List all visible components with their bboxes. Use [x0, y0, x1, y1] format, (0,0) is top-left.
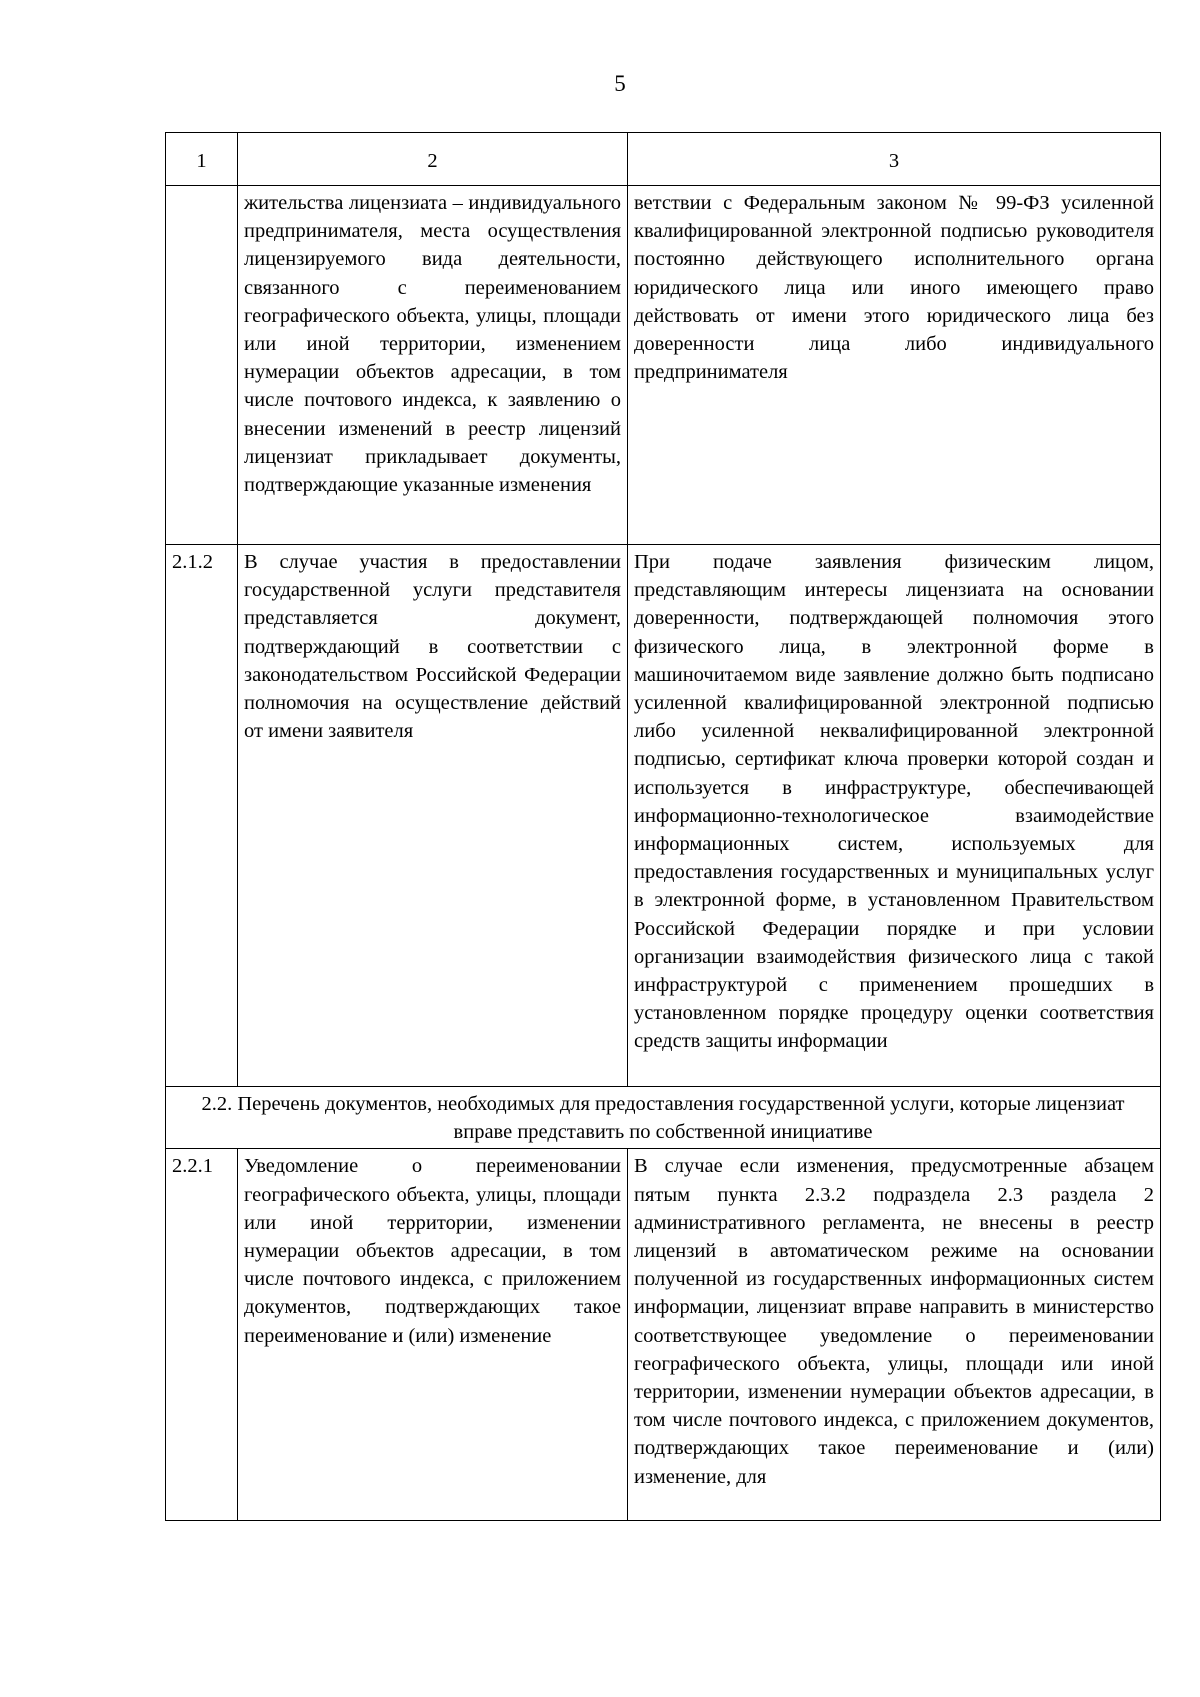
document-description: жительства лицензиата – индивидуального предпринимателя, места осуществления лицензируемого вида деятельности, связанного с переименованием географического объекта, улицы, площади или иной территории, изменением нумерации объектов адресации, в том числе почтового индекса, к заявлению о внесении изменений в реестр лицензий лицензиат прикладывает документы, подтверждающие указанные изменения [238, 186, 628, 545]
document-requirements: В случае если изменения, предусмотренные абзацем пятым пункта 2.3.2 подраздела 2.3 раздела 2 административного регламента, не внесены в реестр лицензий в автоматическом режиме на основании полученной из государственных информационных систем информации, лицензиат вправе направить в министерство соответствующее уведомление о переименовании географического объекта, улицы, площади или иной территории, изменении нумерации объектов адресации, в том числе почтового индекса, с приложением документов, подтверждающих такое переименование и (или) изменение, для [628, 1149, 1161, 1521]
row-number: 2.2.1 [166, 1149, 238, 1521]
column-header-1: 1 [166, 133, 238, 186]
page-number: 5 [614, 71, 626, 96]
table-row [166, 1149, 1161, 1521]
row-number: 2.1.2 [166, 545, 238, 1087]
column-header-2: 2 [238, 133, 628, 186]
document-description: Уведомление о переименовании географического объекта, улицы, площади или иной территории, изменении нумерации объектов адресации, в том числе почтового индекса, с приложением документов, подтверждающих такое переименование и (или) изменение [238, 1149, 628, 1521]
section-heading: 2.2. Перечень документов, необходимых для предоставления государственной услуги, которые лицензиат вправе представить по собственной инициативе [166, 1087, 1161, 1149]
table-row [166, 186, 1161, 545]
section-heading-row [166, 1087, 1161, 1149]
column-header-3: 3 [628, 133, 1161, 186]
document-description: В случае участия в предоставлении государственной услуги представителя представляется документ, подтверждающий в соответствии с законодательством Российской Федерации полномочия на осуществление действий от имени заявителя [238, 545, 628, 1087]
document-requirements: ветствии с Федеральным законом № 99-ФЗ усиленной квалифицированной электронной подписью руководителя постоянно действующего исполнительного органа юридического лица или иного имеющего право действовать от имени этого юридического лица без доверенности лица либо индивидуального предпринимателя [628, 186, 1161, 545]
table-header-row [166, 133, 1161, 186]
document-requirements: При подаче заявления физическим лицом, представляющим интересы лицензиата на основании доверенности, подтверждающей полномочия этого физического лица, в электронной форме в машиночитаемом виде заявление должно быть подписано усиленной квалифицированной электронной подписью либо усиленной неквалифицированной электронной подписью, сертификат ключа проверки которой создан и используется в инфраструктуре, обеспечивающей информационно-технологическое взаимодействие информационных систем, используемых для предоставления государственных и муниципальных услуг в электронной форме, в установленном Правительством Российской Федерации порядке и при условии организации взаимодействия физического лица с такой инфраструктурой с применением прошедших в установленном порядке процедуру оценки соответствия средств защиты информации [628, 545, 1161, 1087]
document-table [165, 132, 1161, 1521]
row-number [166, 186, 238, 545]
table-row [166, 545, 1161, 1087]
